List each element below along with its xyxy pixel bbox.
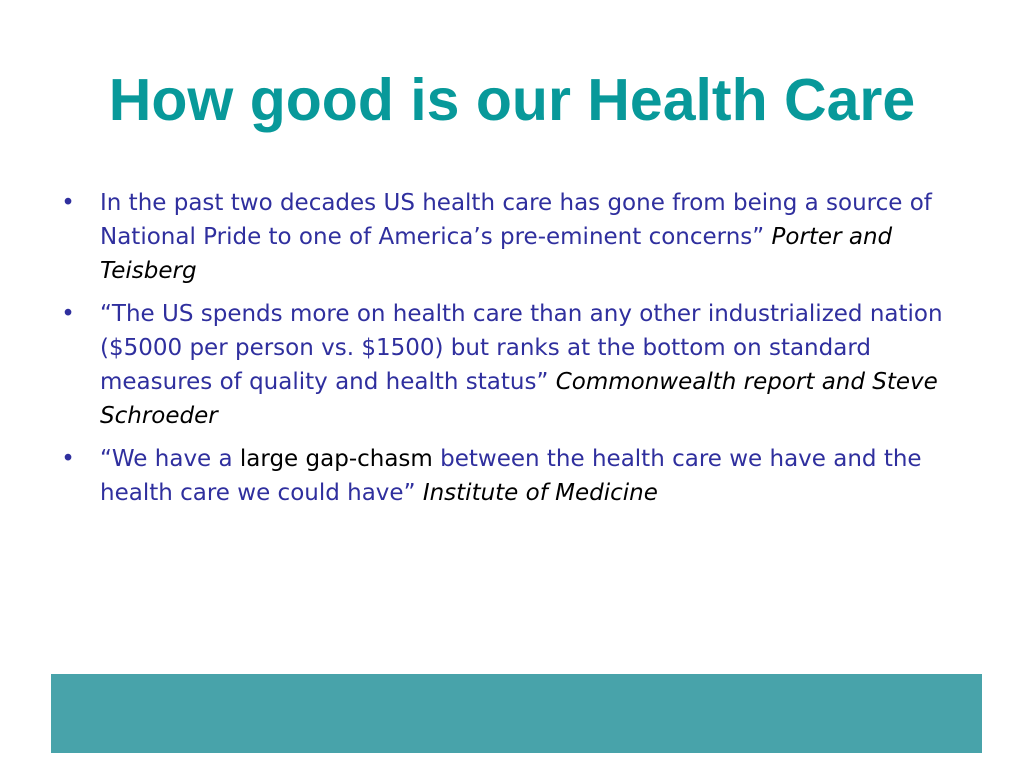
bullet-item-commonwealth	[58, 297, 958, 433]
bullet-text-after: between the health care we have and the health care we could have”	[100, 446, 922, 506]
bullet-item-porter	[58, 186, 958, 288]
footer-band	[51, 674, 982, 753]
bullet-emphasis: large gap-chasm	[239, 446, 433, 472]
bullet-list	[58, 186, 958, 519]
bullet-text-before: “We have a	[100, 446, 233, 472]
bullet-item-institute	[58, 442, 958, 510]
bullet-citation: Commonwealth report and Steve Schroeder	[100, 369, 938, 429]
bullet-citation: Porter and Teisberg	[100, 224, 893, 284]
bullet-dot-icon: •	[61, 190, 75, 216]
bullet-dot-icon: •	[61, 301, 75, 327]
bullet-dot-icon: •	[61, 446, 75, 472]
bullet-text: In the past two decades US health care has gone from being a source of National Pride to one of America’s pre-eminent concerns”	[100, 190, 932, 250]
bullet-citation: Institute of Medicine	[422, 480, 658, 506]
bullet-text: “The US spends more on health care than any other industrialized nation ($5000 per person vs. $1500) but ranks at the bottom on standard measures of quality and health status”	[100, 301, 943, 395]
slide-title: How good is our Health Care	[108, 67, 916, 133]
